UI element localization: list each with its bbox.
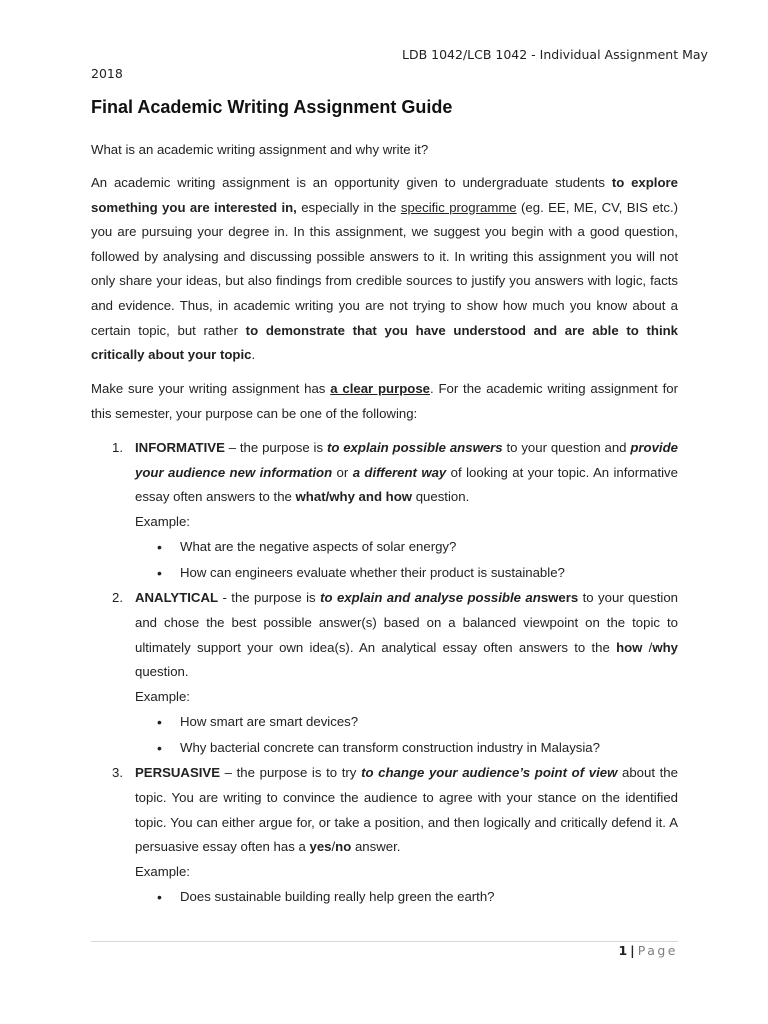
page-footer bbox=[618, 943, 678, 958]
emphasis-bold: no bbox=[335, 839, 352, 855]
text-run: Make sure your writing assignment has bbox=[91, 381, 331, 396]
emphasis-bold: why bbox=[652, 639, 679, 655]
text-run: . bbox=[251, 347, 256, 363]
footer-separator: | bbox=[630, 943, 635, 958]
emphasis-bold: swers bbox=[540, 590, 579, 606]
text-run: - the purpose is bbox=[218, 590, 321, 606]
emphasis-bold-underline: a clear purpose bbox=[330, 381, 430, 396]
text-run: (eg. EE, ME, CV, BIS etc.) you are pursuing your degree in. In this assignment, we suggest you begin with a good question, followed by analysing and discussing possible answers to it. In writing this assignment you will not only share your ideas, but also findings from credible sources to justify you answers with logic, facts and evidence. Thus, in academic writing you are not trying to show how much you know about a certain topic, but rather bbox=[91, 199, 678, 338]
text-run: – the purpose is to try bbox=[220, 765, 362, 781]
example-list bbox=[135, 709, 678, 761]
emphasis-bold-italic: to explain and analyse possible an bbox=[320, 590, 541, 606]
list-number: 2. bbox=[112, 590, 123, 606]
emphasis-underline: specific programme bbox=[400, 199, 517, 215]
example-list bbox=[135, 884, 678, 910]
text-run: An academic writing assignment is an opportunity given to undergraduate students bbox=[91, 175, 612, 190]
emphasis-bold-italic: to explain possible answers bbox=[326, 440, 503, 455]
page-number: 1 bbox=[618, 943, 628, 958]
header-course-line: LDB 1042/LCB 1042 - Individual Assignment May bbox=[402, 47, 708, 62]
text-run: of looking at your topic. An informative essay often answers to the bbox=[135, 464, 678, 505]
text-run: / bbox=[331, 839, 336, 855]
example-item: • What are the negative aspects of solar energy? bbox=[135, 534, 678, 560]
example-item: • Why bacterial concrete can transform construction industry in Malaysia? bbox=[135, 735, 678, 761]
example-item: • Does sustainable building really help green the earth? bbox=[135, 884, 678, 910]
example-item: • How can engineers evaluate whether their product is sustainable? bbox=[135, 560, 678, 586]
emphasis-bold: yes bbox=[309, 839, 332, 855]
list-item-persuasive bbox=[91, 761, 678, 910]
text-run: . For the academic writing assignment for this semester, your purpose can be one of the following: bbox=[91, 381, 678, 421]
item-label: INFORMATIVE bbox=[135, 440, 225, 455]
page-word: Page bbox=[637, 943, 678, 958]
footer-divider bbox=[91, 941, 678, 942]
example-label: Example: bbox=[135, 863, 190, 879]
example-list bbox=[135, 534, 678, 586]
list-number: 1. bbox=[112, 440, 123, 455]
text-run: – the purpose is bbox=[224, 440, 327, 455]
emphasis-bold-italic: provide your audience new information bbox=[135, 440, 678, 480]
text-run: question. bbox=[412, 489, 470, 505]
intro-question: What is an academic writing assignment and why write it? bbox=[91, 142, 429, 157]
text-run: / bbox=[642, 639, 653, 655]
emphasis-bold: how bbox=[616, 639, 643, 655]
text-run: about the topic. You are writing to convince the audience to agree with your stance on the identified topic. You can either argue for, or take a position, and then logically and critically defend it. A persuasive essay often has a bbox=[135, 765, 678, 855]
emphasis-bold: what/why and how bbox=[295, 489, 413, 505]
text-run: question. bbox=[135, 664, 189, 680]
purpose-list bbox=[91, 436, 678, 910]
list-item-analytical bbox=[91, 586, 678, 761]
text-run: or bbox=[332, 464, 353, 480]
list-item-informative bbox=[91, 436, 678, 586]
text-run: especially in the bbox=[296, 199, 401, 215]
emphasis-bold: to explore something you are interested in, bbox=[91, 175, 678, 215]
example-label: Example: bbox=[135, 688, 190, 704]
example-label: Example: bbox=[135, 513, 190, 529]
text-run: to your question and bbox=[502, 440, 631, 455]
item-description bbox=[135, 761, 678, 859]
text-run: to your question and chose the best possible answer(s) based on a balanced viewpoint on the topic to ultimately support your own idea(s). An analytical essay often answers to the bbox=[135, 590, 678, 655]
header-year: 2018 bbox=[91, 66, 123, 81]
purpose-paragraph bbox=[91, 377, 678, 426]
list-number: 3. bbox=[112, 765, 123, 781]
text-run: answer. bbox=[351, 839, 401, 855]
item-label: ANALYTICAL bbox=[135, 590, 219, 606]
document-title: Final Academic Writing Assignment Guide bbox=[91, 97, 453, 117]
intro-paragraph bbox=[91, 171, 678, 368]
example-item: • How smart are smart devices? bbox=[135, 709, 678, 735]
emphasis-bold-italic: a different way bbox=[352, 464, 447, 480]
emphasis-bold: to demonstrate that you have understood and are able to think critically about your topic bbox=[91, 322, 678, 363]
item-label: PERSUASIVE bbox=[135, 765, 221, 781]
item-description bbox=[135, 436, 678, 510]
item-description bbox=[135, 586, 678, 684]
emphasis-bold-italic: to change your audience’s point of view bbox=[361, 765, 618, 781]
